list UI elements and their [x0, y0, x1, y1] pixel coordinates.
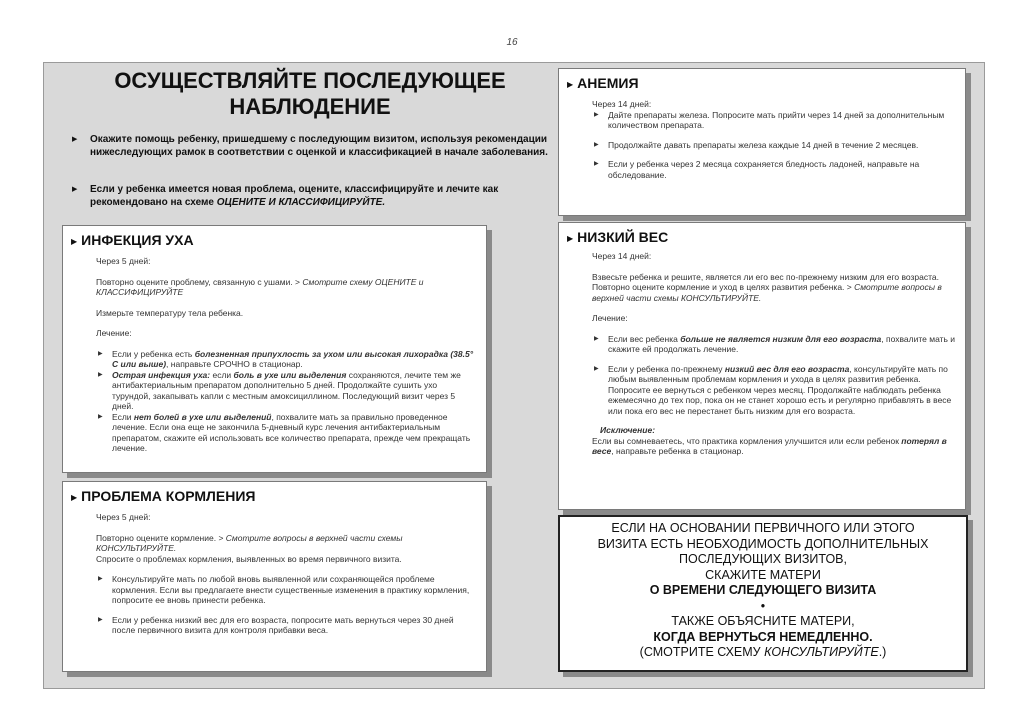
exception-note: Исключение: [600, 425, 656, 435]
ear-reassess: Повторно оцените проблему, связанную с ушами. > Смотрите схему ОЦЕНИТЕ и КЛАССИФИЦИРУЙТЕ [96, 276, 424, 297]
triangle-bullet-icon: ▶ [98, 576, 103, 582]
list-item: ▶ Если вес ребенка больше не является низким для его возраста, похвалите мать и скажите ей продолжать лечение. [594, 333, 956, 354]
next-visit-notice-box: ЕСЛИ НА ОСНОВАНИИ ПЕРВИЧНОГО ИЛИ ЭТОГО ВИЗИТА ЕСТЬ НЕОБХОДИМОСТЬ ДОПОЛНИТЕЛЬНЫХ ПОСЛЕДУЮЩИХ ВИЗИТОВ, СКАЖИТЕ МАТЕРИ О ВРЕМЕНИ СЛЕДУЮЩЕГО ВИЗИТА • ТАКЖЕ ОБЪЯСНИТЕ МАТЕРИ, КОГДА ВЕРНУТЬСЯ НЕМЕДЛЕННО. (СМОТРИТЕ СХЕМУ КОНСУЛЬТИРУЙТЕ.) [558, 515, 968, 672]
list-item: ▶ Если у ребенка есть болезненная припухлость за ухом или высокая лихорадка (38.5° С или выше), направьте СРОЧНО в стационар. [98, 348, 474, 369]
list-item: ▶ Если у ребенка по-прежнему низкий вес для его возраста, консультируйте мать по любым выявленным проблемам кормления и ухода в целях развития ребенка. Попросите ее вернуться с ребенком через месяц. Продолжайте наблюдать ребенка ежемесячно до тех пор, пока он не станет хорошо есть и регулярно прибавлять в весе или пока его вес не перестанет быть низким для его возраста. [594, 363, 952, 416]
anemia-box: ▶ АНЕМИЯ Через 14 дней: ▶ Дайте препараты железа. Попросите мать прийти через 14 дней за дополнительным количеством препарата. ▶ Продолжайте давать препараты железа каждые 14 дней в течение 2 месяцев. ▶ Если у ребенка через 2 месяца сохраняется бледность ладоней, направьте на обследование. [558, 68, 966, 216]
bullet-icon: • [760, 598, 766, 613]
triangle-bullet-icon: ▶ [72, 136, 78, 143]
triangle-bullet-icon: ▶ [98, 413, 103, 420]
low-weight-reassess: Повторно оцените кормление и уход в целях развития ребенка. > Смотрите вопросы в верхней части схемы КОНСУЛЬТИРУЙТЕ. [592, 282, 942, 303]
ear-infection-box: ▶ ИНФЕКЦИЯ УХА Через 5 дней: Повторно оцените проблему, связанную с ушами. > Смотрите схему ОЦЕНИТЕ и КЛАССИФИЦИРУЙТЕ Измерьте температуру тела ребенка. Лечение: ▶ Если у ребенка есть болезненная припухлость за ухом или высокая лихорадка (38.5° С или выше), направьте СРОЧНО в стационар. ▶ Острая инфекция уха: если боль в ухе или выделения сохраняются, лечите тем же антибактериальным препаратом дополнительно 5 дней. Продолжайте сушить ухо турундой, закапывать капли с местным амоксициллином. Последующий визит через 5 дней. ▶ Если нет болей в ухе или выделений, похвалите мать за правильно проведенное лечение. Если она еще не закончила 5-дневный курс лечения антибактериальным препаратом, скажите ей использовать все количество препарата, прежде чем прекращать лечение. [62, 225, 487, 473]
intro-paragraph-1: ▶ Окажите помощь ребенку, пришедшему с последующим визитом, используя рекомендации нижеследующих рамок в соответствии с оценкой и классификацией в начале заболевания. [72, 134, 548, 158]
triangle-bullet-icon: ▶ [98, 350, 103, 357]
list-item: ▶ Если у ребенка через 2 месяца сохраняется бледность ладоней, направьте на обследование. [594, 159, 920, 180]
triangle-bullet-icon: ▶ [567, 80, 574, 89]
triangle-bullet-icon: ▶ [71, 493, 78, 502]
feeding-problem-title: ▶ ПРОБЛЕМА КОРМЛЕНИЯ [71, 488, 256, 504]
list-item: ▶ Дайте препараты железа. Попросите мать прийти через 14 дней за дополнительным количеством препарата. [594, 109, 945, 130]
list-item: ▶ Продолжайте давать препараты железа каждые 14 дней в течение 2 месяцев. [594, 139, 919, 150]
triangle-bullet-icon: ▶ [98, 371, 103, 378]
list-item: ▶ Консультируйте мать по любой вновь выявленной или сохраняющейся проблеме кормления. Если вы предлагаете внести существенные изменения в практику кормления, попросите ее вновь принести ребенка. [98, 574, 470, 605]
triangle-bullet-icon: ▶ [594, 335, 599, 342]
feeding-problem-box: ▶ ПРОБЛЕМА КОРМЛЕНИЯ Через 5 дней: Повторно оцените кормление. > Смотрите вопросы в верхней части схемы КОНСУЛЬТИРУЙТЕ. Спросите о проблемах кормления, выявленных во время первичного визита. ▶ Консультируйте мать по любой вновь выявленной или сохраняющейся проблеме кормления. Если вы предлагаете внести существенные изменения в практику кормления, попросите ее вновь принести ребенка. ▶ Если у ребенка низкий вес для его возраста, попросите мать вернуться через 30 дней после первичного визита для контроля прибавки веса. [62, 481, 487, 672]
low-weight-title: ▶ НИЗКИЙ ВЕС [567, 229, 669, 245]
triangle-bullet-icon: ▶ [594, 141, 599, 148]
triangle-bullet-icon: ▶ [71, 237, 78, 246]
triangle-bullet-icon: ▶ [594, 111, 599, 118]
triangle-bullet-icon: ▶ [72, 186, 78, 193]
triangle-bullet-icon: ▶ [594, 365, 599, 372]
page-number: 16 [506, 37, 518, 48]
intro-paragraph-2: ▶ Если у ребенка имеется новая проблема, оцените, классифицируйте и лечите как рекомендовано на схеме ОЦЕНИТЕ И КЛАССИФИЦИРУЙТЕ. [72, 184, 499, 208]
list-item: ▶ Острая инфекция уха: если боль в ухе или выделения сохраняются, лечите тем же антибактериальным препаратом дополнительно 5 дней. Продолжайте сушить ухо турундой, закапывать капли с местным амоксициллином. Последующий визит через 5 дней. [98, 369, 461, 411]
low-weight-box: ▶ НИЗКИЙ ВЕС Через 14 дней: Взвесьте ребенка и решите, является ли его вес по-прежнему низким для его возраста. Повторно оцените кормление и уход в целях развития ребенка. > Смотрите вопросы в верхней части схемы КОНСУЛЬТИРУЙТЕ. Лечение: ▶ Если вес ребенка больше не является низким для его возраста, похвалите мать и скажите ей продолжать лечение. ▶ Если у ребенка по-прежнему низкий вес для его возраста, консультируйте мать по любым выявленным проблемам кормления и ухода в целях развития ребенка. Попросите ее вернуться с ребенком через месяц. Продолжайте наблюдать ребенка ежемесячно до тех пор, пока он не станет хорошо есть и регулярно прибавлять в весе или пока его вес не перестанет быть низким для его возраста. Исключение: Если вы сомневаетесь, что практика кормления улучшится или если ребенок потерял в весе, направьте ребенка в стационар. [558, 222, 966, 510]
feeding-reassess: Повторно оцените кормление. > Смотрите вопросы в верхней части схемы КОНСУЛЬТИРУЙТЕ. [96, 532, 403, 553]
triangle-bullet-icon: ▶ [98, 616, 103, 623]
triangle-bullet-icon: ▶ [594, 161, 599, 167]
page-title: ОСУЩЕСТВЛЯЙТЕ ПОСЛЕДУЮЩЕЕ НАБЛЮДЕНИЕ [114, 68, 506, 119]
ear-infection-title: ▶ ИНФЕКЦИЯ УХА [71, 232, 194, 248]
triangle-bullet-icon: ▶ [567, 234, 574, 243]
list-item: ▶ Если у ребенка низкий вес для его возраста, попросите мать вернуться через 30 дней после первичного визита для контроля прибавки веса. [98, 614, 454, 635]
anemia-title: ▶ АНЕМИЯ [567, 75, 639, 91]
list-item: ▶ Если нет болей в ухе или выделений, похвалите мать за правильно проведенное лечение. Если она еще не закончила 5-дневный курс лечения антибактериальным препаратом, скажите ей использовать все количество препарата, прежде чем прекращать лечение. [98, 411, 471, 453]
